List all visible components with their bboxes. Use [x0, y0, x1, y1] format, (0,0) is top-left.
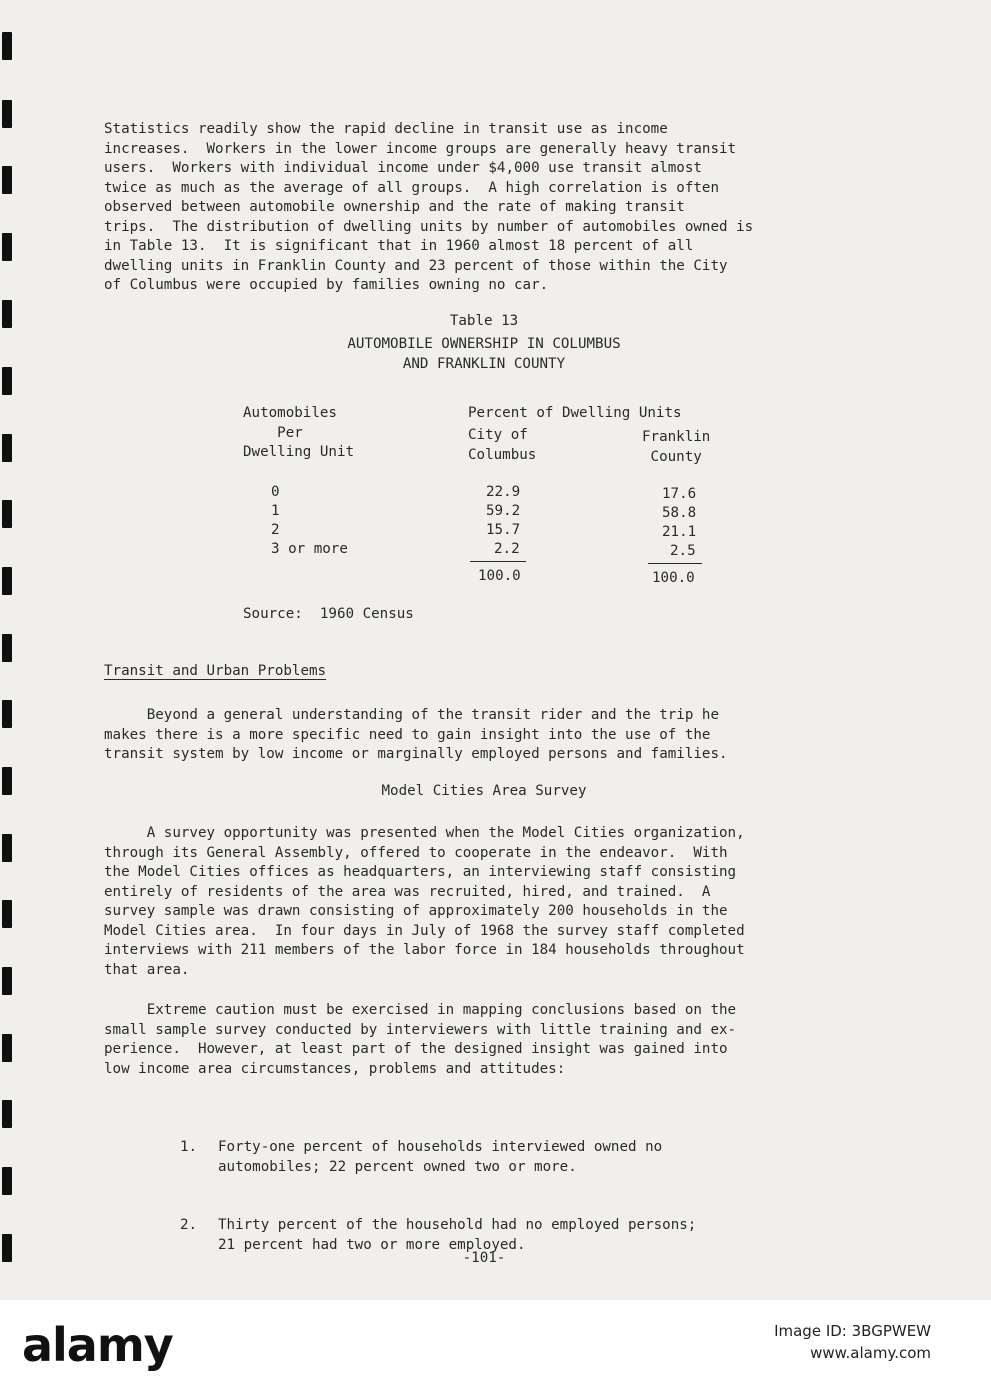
binding-ring	[2, 233, 12, 261]
row-autos: 0	[271, 484, 280, 500]
page-number: -101-	[462, 1250, 506, 1266]
alamy-logo: alamy	[22, 1318, 173, 1372]
binding-ring	[2, 634, 12, 662]
binding-ring	[2, 834, 12, 862]
row-columbus: 59.2	[486, 503, 521, 519]
caution-paragraph: Extreme caution must be exercised in mapping conclusions based on the small sample survey conducted by interviewers with little training and ex- perience. However, at least part of the designed insight was gained into low income area circumstances, problems and attitudes:	[104, 1002, 737, 1077]
binding-ring	[2, 1234, 12, 1262]
binding-ring	[2, 700, 12, 728]
row-autos: 1	[271, 503, 280, 519]
table-source: Source: 1960 Census	[243, 606, 414, 622]
row-columbus: 22.9	[486, 484, 521, 500]
binding-ring	[2, 1034, 12, 1062]
binding-ring	[2, 100, 12, 128]
row-columbus: 15.7	[486, 522, 521, 538]
binding-ring	[2, 166, 12, 194]
binding-ring	[2, 567, 12, 595]
list-item-number: 2.	[180, 1217, 198, 1233]
list-item-number: 1.	[180, 1139, 198, 1155]
row-franklin: 21.1	[662, 524, 697, 540]
binding-ring	[2, 434, 12, 462]
total-columbus: 100.0	[478, 568, 521, 584]
section-heading: Transit and Urban Problems	[104, 663, 327, 679]
row-columbus: 2.2	[494, 541, 520, 557]
row-franklin: 58.8	[662, 505, 697, 521]
total-rule-franklin	[648, 563, 702, 564]
site-url: www.alamy.com	[810, 1344, 931, 1362]
stock-footer	[0, 1300, 991, 1390]
binding-ring	[2, 1167, 12, 1195]
row-franklin: 17.6	[662, 486, 697, 502]
binding-ring	[2, 300, 12, 328]
transit-paragraph: Beyond a general understanding of the transit rider and the trip he makes there is a more specific need to gain insight into the use of the transit system by low income or marginally employed persons and families.	[104, 707, 728, 762]
image-info	[774, 1320, 931, 1364]
binding-ring	[2, 32, 12, 60]
row-franklin: 2.5	[670, 543, 696, 559]
list-item	[180, 1138, 696, 1177]
col-header-franklin: Franklin County	[642, 429, 711, 465]
binding-ring	[2, 900, 12, 928]
binding-ring	[2, 500, 12, 528]
survey-subheading: Model Cities Area Survey	[381, 783, 587, 799]
table-title-line2: AND FRANKLIN COUNTY	[402, 356, 566, 372]
col-header-autos: Automobiles Per Dwelling Unit	[243, 405, 355, 460]
binding-ring	[2, 367, 12, 395]
image-id: Image ID: 3BGPWEW	[774, 1322, 931, 1340]
total-rule-columbus	[470, 561, 526, 562]
intro-paragraph: Statistics readily show the rapid decline in transit use as income increases. Workers in the lower income groups are generally heavy transit users. Workers with individual income under $4,000 use transit almost twice as much as the average of all groups. A high correlation is often observed between automobile ownership and the rate of making transit trips. The distribution of dwelling units by number of automobiles owned is in Table 13. It is significant that in 1960 almost 18 percent of all dwelling units in Franklin County and 23 percent of those within the City of Columbus were occupied by families owning no car.	[104, 121, 754, 293]
col-header-columbus: City of Columbus	[468, 427, 537, 463]
binding-ring	[2, 967, 12, 995]
table-number: Table 13	[449, 313, 519, 329]
list-item-text: Forty-one percent of households interviewed owned no automobiles; 22 percent owned two or more.	[218, 1139, 663, 1175]
group-header: Percent of Dwelling Units	[468, 405, 682, 421]
row-autos: 2	[271, 522, 280, 538]
binding-ring	[2, 767, 12, 795]
list-item-text: Thirty percent of the household had no employed persons; 21 percent had two or more employed.	[218, 1217, 697, 1253]
row-autos: 3 or more	[271, 541, 348, 557]
spiral-binding	[0, 0, 16, 1300]
binding-ring	[2, 1100, 12, 1128]
table-title-line1: AUTOMOBILE OWNERSHIP IN COLUMBUS	[347, 336, 621, 352]
survey-paragraph: A survey opportunity was presented when the Model Cities organization, through its General Assembly, offered to cooperate in the endeavor. With the Model Cities offices as headquarters, an interviewing staff consisting entirely of residents of the area was recruited, hired, and trained. A survey sample was drawn consisting of approximately 200 households in the Model Cities area. In four days in July of 1968 the survey staff completed interviews with 211 members of the labor force in 184 households throughout that area.	[104, 825, 745, 978]
total-franklin: 100.0	[652, 570, 695, 586]
